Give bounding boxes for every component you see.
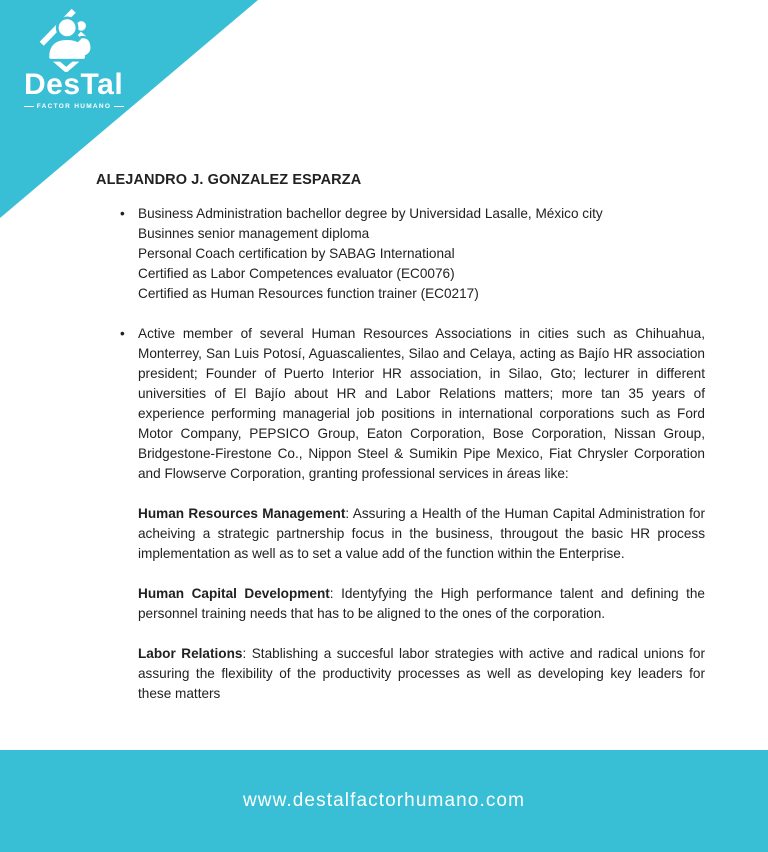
section-capital-development <box>138 584 705 624</box>
section-title: Labor Relations <box>138 646 243 661</box>
credential-line: Certified as Human Resources function trainer (EC0217) <box>138 286 479 301</box>
experience-bullet <box>120 324 705 484</box>
document-content <box>96 170 706 704</box>
bullet-icon: • <box>120 326 125 341</box>
tagline-rule-left <box>24 106 34 107</box>
credential-line: Businnes senior management diploma <box>138 226 370 241</box>
footer-band <box>0 750 768 852</box>
section-body: : Stablishing a succesful labor strategies with active and radical unions for assuring the flexibility of the productivity processes as well as developing key leaders for these matters <box>138 646 705 701</box>
section-hr-management <box>138 504 705 564</box>
document-title: ALEJANDRO J. GONZALEZ ESPARZA <box>96 172 362 188</box>
brand-logo <box>24 8 124 110</box>
credentials-bullet <box>120 204 705 304</box>
section-title: Human Capital Development <box>138 586 330 601</box>
section-labor-relations <box>138 644 705 704</box>
experience-paragraph: Active member of several Human Resources Associations in cities such as Chihuahua, Monterrey, San Luis Potosí, Aguascalientes, Silao and Celaya, acting as Bajío HR association president; Founder of Puerto Interior HR association, in Silao, Gto; lecturer in different universities of El Bajío about HR and Labor Relations matters; more tan 35 years of experience performing managerial job positions in international corporations such as Ford Motor Company, PEPSICO Group, Eaton Corporation, Bose Corporation, Nissan Group, Bridgestone-Firestone Co., Nippon Steel & Sumikin Pipe Mexico, Fiat Chrysler Corporation and Flowserve Corporation, granting professional services in áreas like: <box>138 326 705 481</box>
credential-line: Certified as Labor Competences evaluator (EC0076) <box>138 266 455 281</box>
logo-tagline-row <box>24 103 124 110</box>
footer-website-link[interactable]: www.destalfactorhumano.com <box>242 790 526 811</box>
section-body: : Identyfying the High performance talent and defining the personnel training needs that has to be aligned to the ones of the corporation. <box>138 586 705 621</box>
credential-line: Personal Coach certification by SABAG International <box>138 246 455 261</box>
section-title: Human Resources Management <box>138 506 346 521</box>
bullet-icon: • <box>120 206 125 221</box>
logo-wordmark: DesTal <box>24 68 124 101</box>
section-body: : Assuring a Health of the Human Capital Administration for acheiving a strategic partnership focus in the business, througout the basic HR process implementation as well as to set a value add of the function within the Enterprise. <box>138 506 706 561</box>
tagline-rule-right <box>114 106 124 107</box>
logo-tagline: FACTOR HUMANO <box>36 103 112 110</box>
credential-line: Business Administration bachellor degree by Universidad Lasalle, México city <box>138 206 603 221</box>
people-icon <box>38 8 100 72</box>
